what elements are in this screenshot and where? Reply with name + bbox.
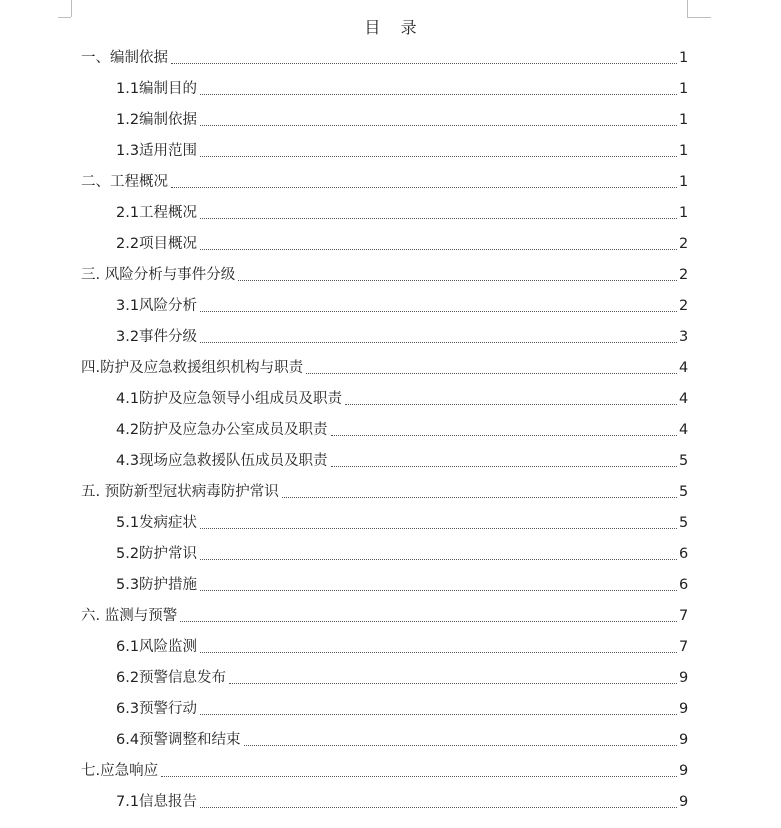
toc-entry-label: 七.应急响应 xyxy=(81,759,159,783)
toc-entry-page-number: 3 xyxy=(679,329,689,345)
toc-entry-label: 6.1风险监测 xyxy=(116,635,198,659)
toc-entry-label: 一、编制依据 xyxy=(81,46,169,70)
toc-entry-page-number: 4 xyxy=(679,391,689,407)
dot-leader xyxy=(238,263,677,281)
toc-entry[interactable] xyxy=(81,697,688,728)
toc-entry[interactable] xyxy=(81,201,688,232)
toc-entry-label: 1.2编制依据 xyxy=(116,108,198,132)
toc-entry-label: 1.1编制目的 xyxy=(116,77,198,101)
toc-entry-label: 五. 预防新型冠状病毒防护常识 xyxy=(81,480,280,504)
dot-leader xyxy=(282,480,677,498)
dot-leader xyxy=(200,635,677,653)
toc-entry-label: 5.3防护措施 xyxy=(116,573,198,597)
dot-leader xyxy=(306,356,677,374)
toc-entry-label: 7.1信息报告 xyxy=(116,790,198,814)
dot-leader xyxy=(200,790,677,808)
toc-entry-label: 四.防护及应急救援组织机构与职责 xyxy=(81,356,304,380)
toc-entry[interactable] xyxy=(81,604,688,635)
toc-entry-label: 4.1防护及应急领导小组成员及职责 xyxy=(116,387,343,411)
toc-entry-label: 6.3预警行动 xyxy=(116,697,198,721)
dot-leader xyxy=(171,170,677,188)
toc-entry[interactable] xyxy=(81,139,688,170)
toc-title: 目 录 xyxy=(364,18,417,37)
dot-leader xyxy=(171,46,677,64)
toc-entry-label: 二、工程概况 xyxy=(81,170,169,194)
toc-entry-label: 六. 监测与预警 xyxy=(81,604,178,628)
table-of-contents xyxy=(81,46,688,821)
dot-leader xyxy=(200,232,677,250)
toc-entry[interactable] xyxy=(81,263,688,294)
toc-entry[interactable] xyxy=(81,294,688,325)
toc-entry-page-number: 5 xyxy=(679,515,689,531)
toc-entry-page-number: 7 xyxy=(679,608,689,624)
toc-entry-page-number: 5 xyxy=(679,484,689,500)
dot-leader xyxy=(331,418,677,436)
toc-entry-page-number: 6 xyxy=(679,577,689,593)
dot-leader xyxy=(244,728,677,746)
toc-entry[interactable] xyxy=(81,46,688,77)
toc-entry-label: 5.1发病症状 xyxy=(116,511,198,535)
toc-entry-page-number: 1 xyxy=(679,143,689,159)
toc-entry-label: 1.3适用范围 xyxy=(116,139,198,163)
toc-entry[interactable] xyxy=(81,77,688,108)
toc-entry-page-number: 2 xyxy=(679,236,689,252)
toc-entry-page-number: 2 xyxy=(679,298,689,314)
toc-entry-page-number: 9 xyxy=(679,701,689,717)
toc-entry[interactable] xyxy=(81,728,688,759)
toc-entry-label: 3.2事件分级 xyxy=(116,325,198,349)
dot-leader xyxy=(200,511,677,529)
dot-leader xyxy=(345,387,677,405)
toc-entry[interactable] xyxy=(81,232,688,263)
toc-entry-page-number: 4 xyxy=(679,360,689,376)
dot-leader xyxy=(200,542,677,560)
dot-leader xyxy=(200,139,677,157)
toc-entry[interactable] xyxy=(81,387,688,418)
toc-entry-label: 三. 风险分析与事件分级 xyxy=(81,263,236,287)
toc-entry[interactable] xyxy=(81,170,688,201)
toc-entry-page-number: 1 xyxy=(679,81,689,97)
toc-entry-label: 6.2预警信息发布 xyxy=(116,666,227,690)
dot-leader xyxy=(200,573,677,591)
toc-entry-page-number: 9 xyxy=(679,794,689,810)
toc-entry-label: 2.1工程概况 xyxy=(116,201,198,225)
dot-leader xyxy=(161,759,677,777)
toc-entry-label: 4.2防护及应急办公室成员及职责 xyxy=(116,418,329,442)
toc-entry-page-number: 2 xyxy=(679,267,689,283)
toc-entry[interactable] xyxy=(81,759,688,790)
toc-entry-page-number: 9 xyxy=(679,763,689,779)
toc-entry[interactable] xyxy=(81,325,688,356)
toc-entry-page-number: 5 xyxy=(679,453,689,469)
toc-entry[interactable] xyxy=(81,542,688,573)
dot-leader xyxy=(200,294,677,312)
toc-entry[interactable] xyxy=(81,480,688,511)
dot-leader xyxy=(200,77,677,95)
dot-leader xyxy=(200,325,677,343)
toc-entry-label: 4.3现场应急救援队伍成员及职责 xyxy=(116,449,329,473)
dot-leader xyxy=(200,697,677,715)
dot-leader xyxy=(229,666,677,684)
dot-leader xyxy=(331,449,677,467)
toc-entry[interactable] xyxy=(81,635,688,666)
toc-entry-page-number: 1 xyxy=(679,112,689,128)
toc-entry[interactable] xyxy=(81,356,688,387)
toc-entry[interactable] xyxy=(81,418,688,449)
dot-leader xyxy=(200,108,677,126)
toc-entry-label: 3.1风险分析 xyxy=(116,294,198,318)
toc-entry-page-number: 4 xyxy=(679,422,689,438)
toc-entry-label: 2.2项目概况 xyxy=(116,232,198,256)
toc-entry-label: 5.2防护常识 xyxy=(116,542,198,566)
toc-entry-label: 6.4预警调整和结束 xyxy=(116,728,242,752)
dot-leader xyxy=(200,201,677,219)
toc-entry[interactable] xyxy=(81,790,688,821)
toc-entry-page-number: 6 xyxy=(679,546,689,562)
toc-entry[interactable] xyxy=(81,449,688,480)
toc-entry-page-number: 9 xyxy=(679,670,689,686)
toc-entry-page-number: 1 xyxy=(679,205,689,221)
toc-entry-page-number: 7 xyxy=(679,639,689,655)
toc-entry[interactable] xyxy=(81,573,688,604)
toc-entry[interactable] xyxy=(81,666,688,697)
toc-entry-page-number: 1 xyxy=(679,50,689,66)
dot-leader xyxy=(180,604,677,622)
toc-entry[interactable] xyxy=(81,511,688,542)
toc-entry-page-number: 1 xyxy=(679,174,689,190)
toc-entry[interactable] xyxy=(81,108,688,139)
toc-entry-page-number: 9 xyxy=(679,732,689,748)
